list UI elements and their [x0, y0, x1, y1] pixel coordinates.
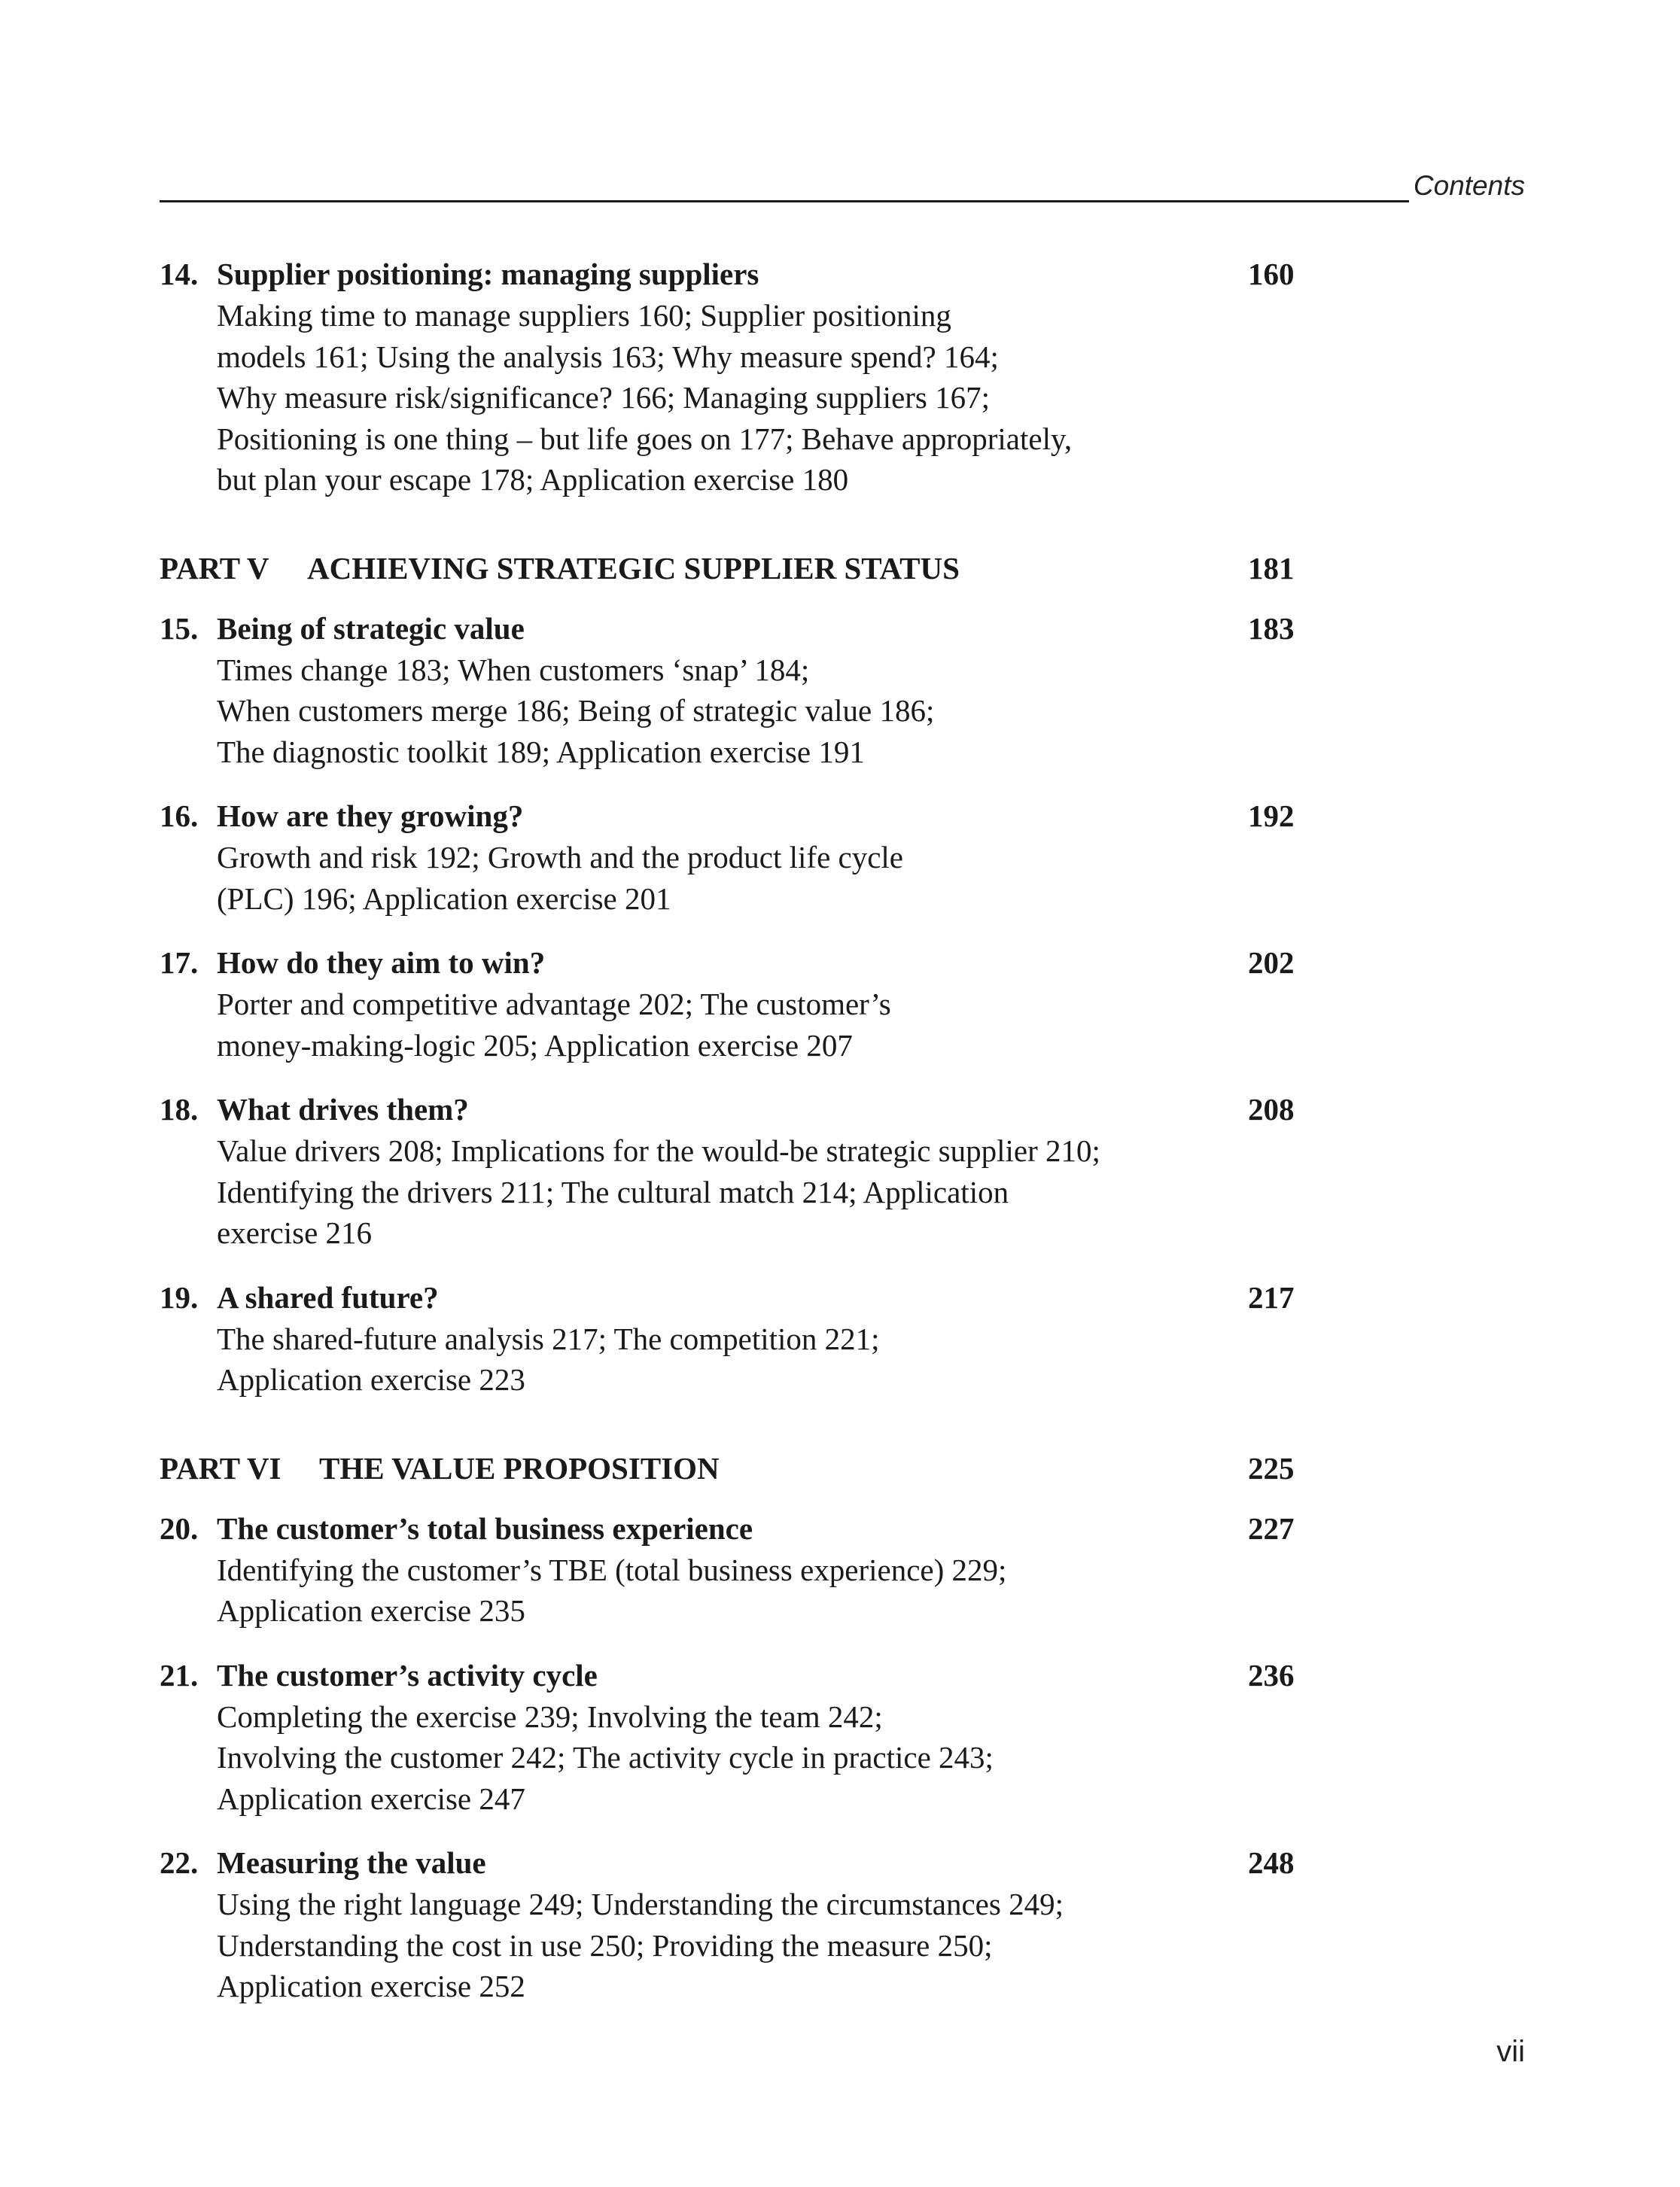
chapter-page-number: 217 [1248, 1279, 1295, 1315]
chapter-heading [160, 253, 1304, 295]
chapter-page-number: 183 [1248, 610, 1295, 646]
chapter-number: 15. [160, 610, 199, 646]
chapter-section-list [217, 984, 1301, 1066]
toc-part-heading [160, 547, 1304, 589]
section-list-line: money-making-logic 205; Application exercise 207 [217, 1027, 853, 1063]
section-list-line: The shared-future analysis 217; The competition 221; [217, 1321, 880, 1356]
section-list-line: Application exercise 223 [217, 1362, 525, 1397]
chapter-page-number: 202 [1248, 945, 1295, 980]
toc-chapter-entry [160, 607, 1304, 773]
toc-chapter-entry [160, 1842, 1304, 2007]
section-list-line: Application exercise 247 [217, 1781, 525, 1816]
chapter-heading [160, 607, 1304, 649]
toc-chapter-entry [160, 1507, 1304, 1632]
toc-chapter-entry [160, 941, 1304, 1066]
part-label: PART V [160, 550, 269, 586]
chapter-number: 14. [160, 257, 199, 291]
section-list-line: The diagnostic toolkit 189; Application exercise 191 [217, 734, 865, 769]
section-list-line: Identifying the customer’s TBE (total business experience) 229; [217, 1552, 1007, 1587]
chapter-heading [160, 1088, 1304, 1130]
chapter-page-number: 227 [1248, 1510, 1295, 1546]
chapter-section-list [217, 1696, 1301, 1820]
chapter-heading [160, 795, 1304, 837]
chapter-heading [160, 1276, 1304, 1319]
chapter-number: 20. [160, 1510, 199, 1546]
toc-chapter-entry [160, 253, 1304, 500]
part-label: PART VI [160, 1450, 282, 1486]
chapter-page-number: 160 [1248, 257, 1295, 291]
chapter-section-list [217, 295, 1301, 500]
chapter-section-list [217, 1319, 1301, 1401]
section-list-line: Application exercise 235 [217, 1593, 525, 1628]
chapter-section-list [217, 649, 1301, 773]
chapter-number: 22. [160, 1845, 199, 1880]
section-list-line: exercise 216 [217, 1215, 373, 1250]
chapter-title: Measuring the value [217, 1845, 486, 1880]
chapter-number: 18. [160, 1092, 199, 1127]
chapter-page-number: 192 [1248, 798, 1295, 833]
chapter-section-list [217, 837, 1301, 919]
section-list-line: (PLC) 196; Application exercise 201 [217, 881, 671, 916]
chapter-heading [160, 941, 1304, 984]
toc-part-heading [160, 1447, 1304, 1489]
chapter-page-number: 208 [1248, 1092, 1295, 1127]
chapter-title: The customer’s total business experience [217, 1510, 753, 1546]
chapter-heading [160, 1842, 1304, 1884]
chapter-title: How are they growing? [217, 798, 524, 833]
section-list-line: Times change 183; When customers ‘snap’ 184; [217, 652, 810, 687]
chapter-number: 19. [160, 1279, 199, 1315]
section-list-line: Why measure risk/significance? 166; Managing suppliers 167; [217, 380, 991, 415]
chapter-title: Being of strategic value [217, 610, 525, 646]
page-number: vii [1496, 2035, 1525, 2068]
running-head: Contents [1413, 170, 1525, 201]
section-list-line: Identifying the drivers 211; The cultural match 214; Application [217, 1174, 1009, 1209]
chapter-title: How do they aim to win? [217, 945, 546, 980]
chapter-title: A shared future? [217, 1279, 439, 1315]
toc-chapter-entry [160, 1088, 1304, 1254]
section-list-line: Involving the customer 242; The activity cycle in practice 243; [217, 1740, 994, 1775]
section-list-line: Value drivers 208; Implications for the would-be strategic supplier 210; [217, 1133, 1100, 1168]
chapter-section-list [217, 1550, 1301, 1632]
header-rule [160, 200, 1409, 202]
section-list-line: models 161; Using the analysis 163; Why measure spend? 164; [217, 339, 999, 374]
section-list-line: Positioning is one thing – but life goes on 177; Behave appropriately, [217, 421, 1073, 456]
toc-chapter-entry [160, 1654, 1304, 1820]
chapter-page-number: 248 [1248, 1845, 1295, 1880]
part-title: ACHIEVING STRATEGIC SUPPLIER STATUS [307, 550, 960, 586]
part-page-number: 181 [1248, 550, 1295, 586]
section-list-line: Porter and competitive advantage 202; The customer’s [217, 987, 891, 1021]
section-list-line: Understanding the cost in use 250; Providing the measure 250; [217, 1927, 993, 1963]
chapter-heading [160, 1654, 1304, 1696]
chapter-section-list [217, 1884, 1301, 2007]
section-list-line: but plan your escape 178; Application exercise 180 [217, 462, 849, 497]
chapter-number: 21. [160, 1657, 199, 1693]
part-title: THE VALUE PROPOSITION [319, 1450, 720, 1486]
toc-chapter-entry [160, 1276, 1304, 1401]
chapter-page-number: 236 [1248, 1657, 1295, 1693]
toc-chapter-entry [160, 795, 1304, 919]
chapter-heading [160, 1507, 1304, 1550]
page-header [160, 169, 1525, 214]
chapter-number: 17. [160, 945, 199, 980]
section-list-line: Completing the exercise 239; Involving the team 242; [217, 1699, 883, 1734]
chapter-title: Supplier positioning: managing suppliers [217, 257, 759, 291]
chapter-title: The customer’s activity cycle [217, 1657, 598, 1693]
part-page-number: 225 [1248, 1450, 1295, 1486]
section-list-line: Making time to manage suppliers 160; Supplier positioning [217, 298, 951, 333]
section-list-line: Growth and risk 192; Growth and the product life cycle [217, 840, 904, 874]
table-of-contents [160, 253, 1304, 2030]
section-list-line: When customers merge 186; Being of strategic value 186; [217, 693, 935, 728]
chapter-title: What drives them? [217, 1092, 469, 1127]
section-list-line: Application exercise 252 [217, 1969, 525, 2003]
chapter-number: 16. [160, 798, 199, 833]
section-list-line: Using the right language 249; Understanding the circumstances 249; [217, 1887, 1064, 1921]
chapter-section-list [217, 1130, 1301, 1254]
